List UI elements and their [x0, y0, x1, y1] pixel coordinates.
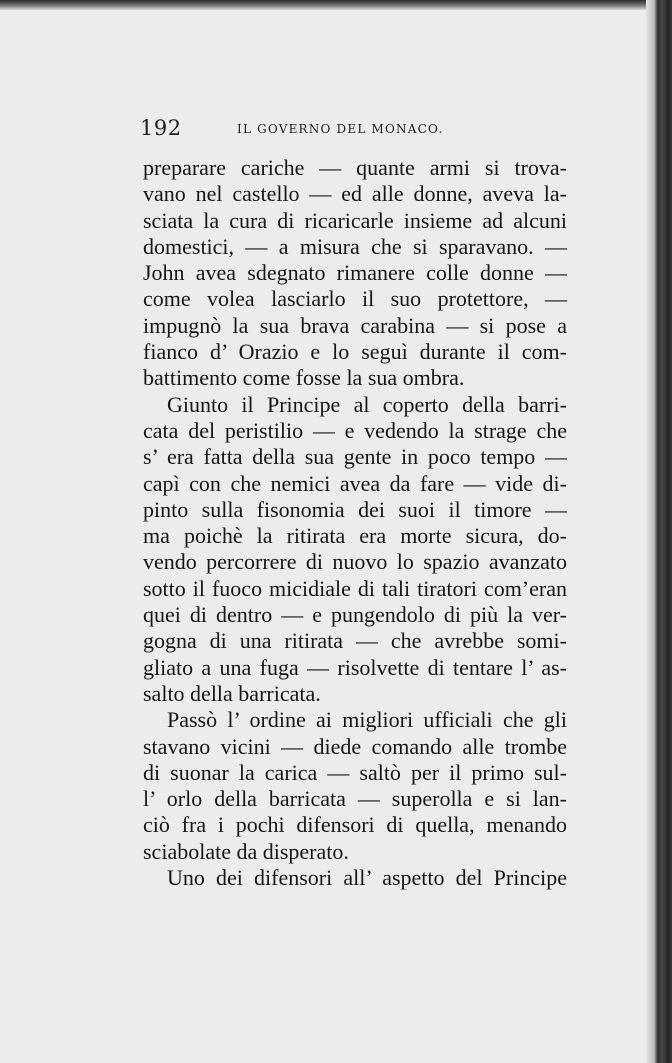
page-number: 192	[140, 116, 182, 140]
running-title: IL GOVERNO DEL MONACO.	[237, 122, 444, 136]
text-line: sciata la cura di ricaricarle insieme ad alcuni	[143, 207, 567, 233]
body-text	[143, 155, 567, 891]
text-line: preparare cariche — quante armi si trova-	[143, 155, 567, 180]
text-line: sotto il fuoco micidiale di tali tiratori com’eran	[143, 575, 567, 601]
text-line: impugnò la sua brava carabina — si pose a	[143, 312, 567, 338]
text-line: capì con che nemici avea da fare — vide di-	[143, 470, 567, 496]
text-line: stavano vicini — diede comando alle trombe	[143, 733, 567, 759]
text-line: di suonar la carica — saltò per il primo sul-	[143, 759, 567, 785]
text-line: ciò fra i pochi difensori di quella, menando	[143, 812, 567, 838]
text-line: vano nel castello — ed alle donne, aveva la-	[143, 181, 567, 207]
text-line: come volea lasciarlo il suo protettore, —	[143, 286, 567, 312]
running-head	[140, 116, 570, 142]
paragraph-end-line: salto della barricata.	[143, 680, 321, 706]
text-line: gliato a una fuga — risolvette di tentare l’ as-	[143, 654, 567, 680]
text-line: gogna di una ritirata — che avrebbe somi-	[143, 628, 567, 654]
book-spine-shadow	[646, 0, 672, 1063]
text-line: domestici, — a misura che si sparavano. —	[143, 233, 567, 259]
paragraph-start-line: Giunto il Principe al coperto della barri-	[167, 391, 567, 417]
text-line: John avea sdegnato rimanere colle donne —	[143, 260, 567, 286]
text-line: pinto sulla fisonomia dei suoi il timore —	[143, 496, 567, 522]
page-top-edge-shadow	[0, 0, 672, 10]
text-line: fianco d’ Orazio e lo seguì durante il com-	[143, 339, 567, 365]
paragraph-start-line: Passò l’ ordine ai migliori ufficiali che gli	[167, 707, 567, 733]
paragraph-end-line: sciabolate da disperato.	[143, 838, 349, 864]
text-line: cata del peristilio — e vedendo la strage che	[143, 417, 567, 443]
text-line: ma poichè la ritirata era morte sicura, do-	[143, 523, 567, 549]
paragraph-start-line: Uno dei difensori all’ aspetto del Principe	[167, 865, 567, 891]
text-line: s’ era fatta della sua gente in poco tempo —	[143, 444, 567, 470]
text-line: l’ orlo della barricata — superolla e si lan-	[143, 786, 567, 812]
text-line: quei di dentro — e pungendolo di più la ver-	[143, 602, 567, 628]
paragraph-end-line: battimento come fosse la sua ombra.	[143, 365, 465, 391]
text-line: vendo percorrere di nuovo lo spazio avanzato	[143, 549, 567, 575]
